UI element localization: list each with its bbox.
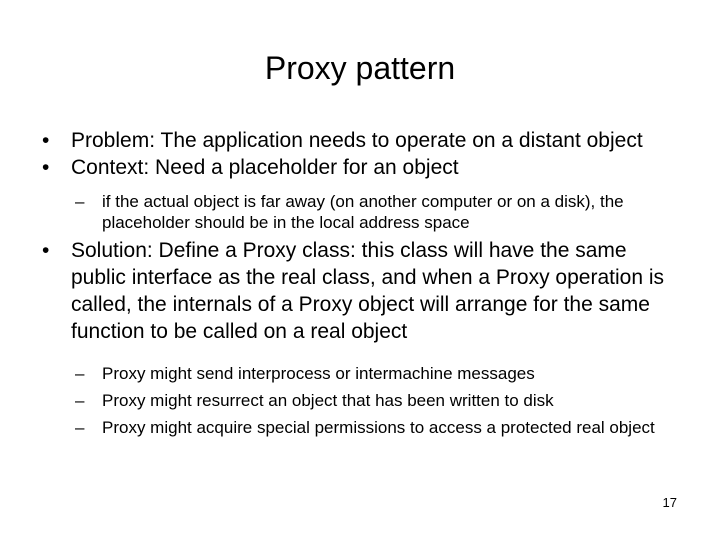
page-number: 17 [662,495,677,510]
sub-bullet-item-permissions [0,417,662,438]
bullet-icon: • [42,156,50,179]
dash-icon: – [75,364,85,383]
bullet-item-problem [0,127,671,154]
sub-bullet-text: Proxy might acquire special permissions to access a protected real object [102,418,655,437]
slide-title: Proxy pattern [264,50,456,86]
dash-icon: – [75,418,85,437]
sub-bullet-text: Proxy might send interprocess or intermachine messages [102,364,535,383]
sub-bullet-item-placeholder [0,191,662,233]
sub-bullet-item-resurrect [0,390,662,411]
bullet-icon: • [42,239,50,262]
dash-icon: – [75,391,85,410]
bullet-icon: • [42,129,50,152]
bullet-item-solution [0,237,671,345]
bullet-text: Problem: The application needs to operate on a distant object [71,129,643,152]
bullet-text: Solution: Define a Proxy class: this class will have the same public interface as the real class, and when a Proxy operation is called, the internals of a Proxy object will arrange for the same function to be called on a real object [71,239,664,343]
spacer [0,181,720,191]
bullet-text: Context: Need a placeholder for an object [71,156,459,179]
bullet-item-context [0,154,671,181]
slide-content [0,127,720,438]
sub-bullet-item-messages [0,363,662,384]
sub-bullet-text: Proxy might resurrect an object that has been written to disk [102,391,554,410]
dash-icon: – [75,192,85,211]
spacer [0,345,720,363]
sub-bullet-text: if the actual object is far away (on another computer or on a disk), the placeholder should be in the local address space [102,192,624,232]
